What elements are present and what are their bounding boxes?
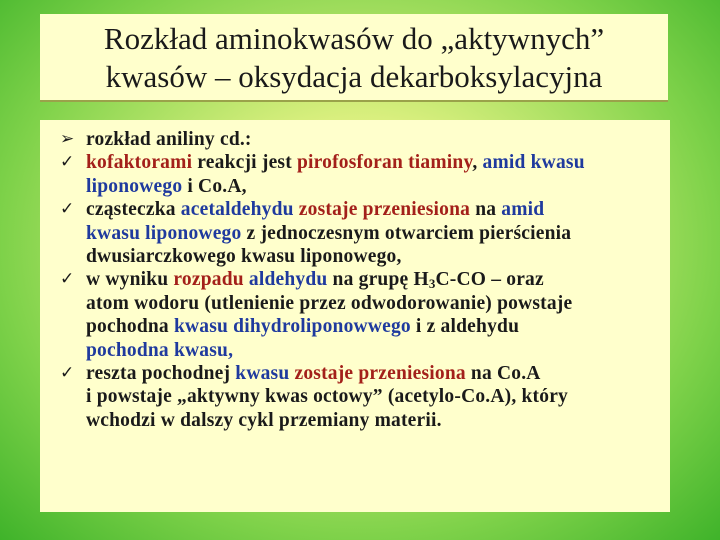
- list-item: [60, 198, 666, 268]
- list-item: [60, 268, 666, 362]
- list-item: [60, 128, 666, 151]
- list-item: [60, 362, 666, 432]
- bullet-line: atom wodoru (utlenienie przez odwodorowanie) powstaje: [86, 292, 573, 314]
- bullet-line: i powstaje „aktywny kwas octowy” (acetylo-Co.A), który: [86, 386, 568, 408]
- slide-title: [40, 14, 668, 102]
- check-bullet-icon: ✓: [60, 152, 75, 173]
- check-bullet-icon: ✓: [60, 363, 75, 384]
- bullet-line: liponowego i Co.A,: [86, 175, 247, 197]
- bullet-list: [40, 120, 670, 432]
- bullet-line: wchodzi w dalszy cykl przemiany materii.: [86, 409, 442, 431]
- list-item: [60, 151, 666, 198]
- bullet-line: kwasu liponowego z jednoczesnym otwarciem pierścienia: [86, 222, 572, 244]
- title-line-2: kwasów – oksydacja dekarboksylacyjna: [105, 59, 603, 94]
- title-line-1: Rozkład aminokwasów do „aktywnych”: [103, 21, 605, 56]
- bullet-line: dwusiarczkowego kwasu liponowego,: [86, 246, 402, 268]
- check-bullet-icon: ✓: [60, 269, 75, 290]
- bullet-line: reszta pochodnej kwasu zostaje przeniesiona na Co.A: [86, 363, 541, 385]
- bullet-line: w wyniku rozpadu aldehydu na grupę $H_3C-CO$ – oraz: [86, 269, 544, 292]
- bullet-line: kofaktorami reakcji jest pirofosforan tiaminy, amid kwasu: [86, 152, 585, 174]
- bullet-line: cząsteczka acetaldehydu zostaje przeniesiona na amid: [86, 199, 545, 221]
- check-bullet-icon: ✓: [60, 199, 75, 220]
- bullet-line: pochodna kwasu dihydroliponowwego i z aldehydu: [86, 316, 520, 338]
- arrow-bullet-icon: ➢: [60, 129, 75, 149]
- bullet-line: pochodna kwasu,: [86, 339, 234, 361]
- content-panel: [40, 120, 670, 512]
- bullet-text: rozkład aniliny cd.:: [86, 129, 252, 150]
